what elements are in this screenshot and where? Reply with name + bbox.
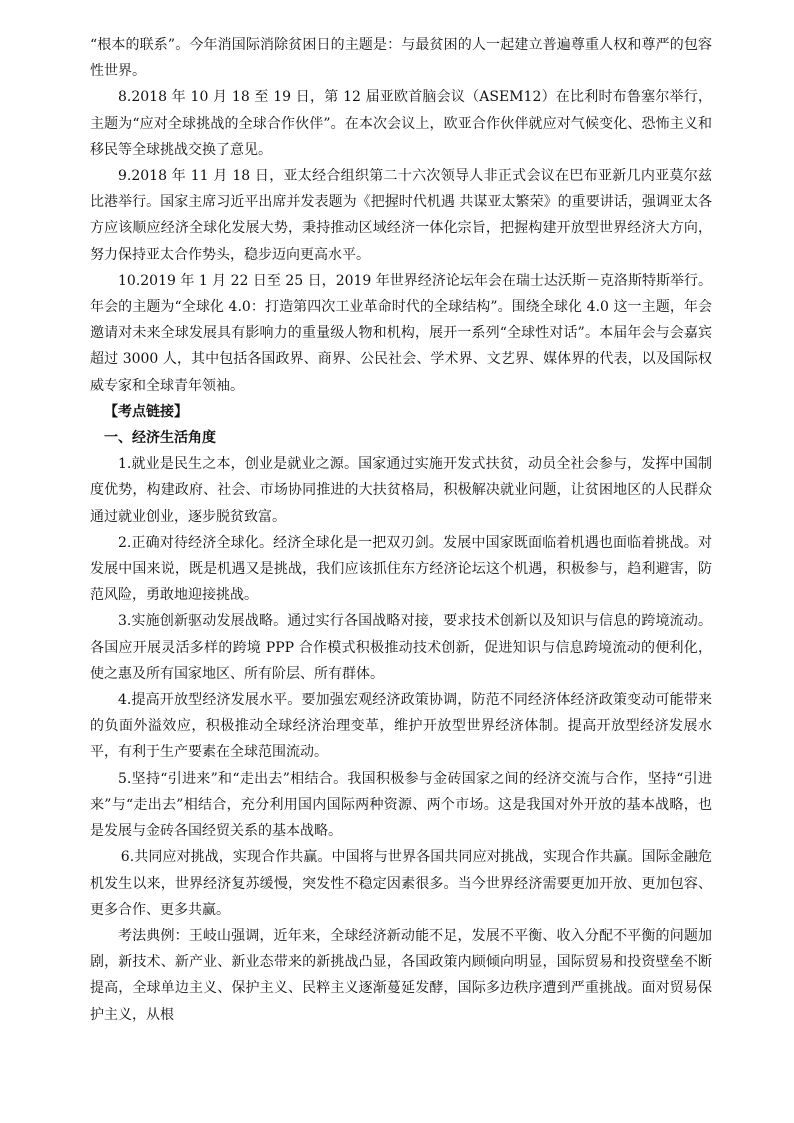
point-6: 6.共同应对挑战，实现合作共赢。中国将与世界各国共同应对挑战，实现合作共赢。国际金融危机发生以来，世界经济复苏缓慢，突发性不稳定因素很多。当今世界经济需要更加开放、更加包容、更多合作、更多共赢。 — [90, 849, 712, 918]
news-item-10: 10.2019 年 1 月 22 日至 25 日，2019 年世界经济论坛年会在瑞士达沃斯－克洛斯特斯举行。年会的主题为“全球化 4.0：打造第四次工业革命时代的全球结构”。围绕全球化 4.0 这一主题，年会邀请对未来全球发展具有影响力的重量级人物和机构，展开一系列“全球性对话”。本届年会与会嘉宾超过 3000 人，其中包括各国政界、商界、公民社会、学术界、文艺界、媒体界的代表，以及国际权威专家和全球青年领袖。 — [90, 272, 712, 394]
subsection-heading: 一、经济生活角度 — [104, 430, 216, 447]
point-5: 5.坚持“引进来”和“走出去”相结合。我国积极参与金砖国家之间的经济交流与合作，坚持“引进来”与“走出去”相结合，充分利用国内国际两种资源、两个市场。这是我国对外开放的基本战略，也是发展与金砖各国经贸关系的基本战略。 — [90, 770, 712, 840]
news-item-8: 8.2018 年 10 月 18 至 19 日，第 12 届亚欧首脑会议（ASEM12）在比利时布鲁塞尔举行，主题为“应对全球挑战的全球合作伙伴”。在本次会议上，欧亚合作伙伴就应对气候变化、恐怖主义和移民等全球挑战交换了意见。 — [90, 89, 712, 158]
news-item-9: 9.2018 年 11 月 18 日，亚太经合组织第二十六次领导人非正式会议在巴布亚新几内亚莫尔兹比港举行。国家主席习近平出席并发表题为《把握时代机遇 共谋亚太繁荣》的重要讲话，强调亚太各方应该顺应经济全球化发展大势，秉持推动区域经济一体化宗旨，把握构建开放型世界经济大方向，努力保持亚太合作势头，稳步迈向更高水平。 — [90, 168, 712, 263]
point-3: 3.实施创新驱动发展战略。通过实行各国战略对接，要求技术创新以及知识与信息的跨境流动。各国应开展灵活多样的跨境 PPP 合作模式积极推动技术创新，促进知识与信息跨境流动的便利化，使之惠及所有国家地区、所有阶层、所有群体。 — [90, 613, 712, 682]
section-heading: 【考点链接】 — [104, 403, 188, 420]
point-1: 1.就业是民生之本，创业是就业之源。国家通过实施开发式扶贫，动员全社会参与，发挥中国制度优势，构建政府、社会、市场协同推进的大扶贫格局，积极解决就业问题，让贫困地区的人民群众通过就业创业，逐步脱贫致富。 — [90, 456, 712, 525]
example-paragraph: 考法典例：王岐山强调，近年来，全球经济新动能不足，发展不平衡、收入分配不平衡的问题加剧，新技术、新产业、新业态带来的新挑战凸显，各国政策内顾倾向明显，国际贸易和投资壁垒不断提高，全球单边主义、保护主义、民粹主义逐渐蔓延发酵，国际多边秩序遭到严重挑战。面对贸易保护主义，从根 — [90, 927, 712, 1023]
point-4: 4.提高开放型经济发展水平。要加强宏观经济政策协调，防范不同经济体经济政策变动可能带来的负面外溢效应，积极推动全球经济治理变革，维护开放型世界经济体制。提高开放型经济发展水平，有利于生产要素在全球范围流动。 — [90, 692, 712, 761]
intro-paragraph: “根本的联系”。今年消国际消除贫困日的主题是：与最贫困的人一起建立普遍尊重人权和尊严的包容性世界。 — [90, 37, 712, 80]
document-page — [90, 32, 712, 1028]
point-2: 2.正确对待经济全球化。经济全球化是一把双刃剑。发展中国家既面临着机遇也面临着挑战。对发展中国来说，既是机遇又是挑战，我们应该抓住东方经济论坛这个机遇，积极参与，趋利避害，防范风险，勇敢地迎接挑战。 — [90, 534, 712, 604]
